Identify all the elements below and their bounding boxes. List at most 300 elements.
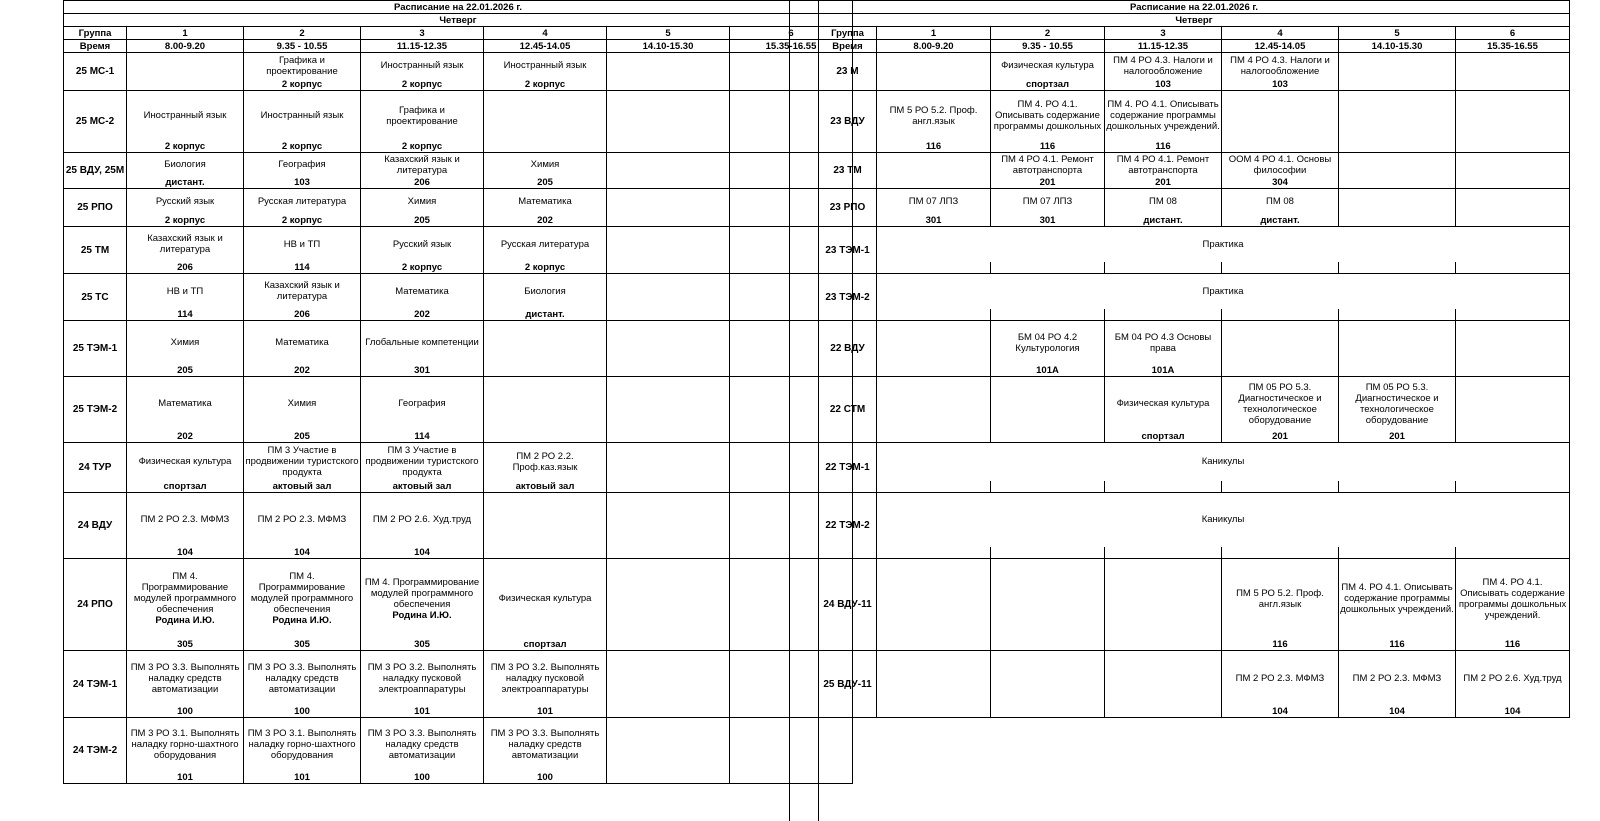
subject-name: ПМ 4. РО 4.1. Описывать содержание программы дошкольных учреждений. (1340, 582, 1454, 616)
subject-cell (877, 189, 991, 215)
subject-cell (484, 274, 607, 309)
subject-cell (244, 651, 361, 706)
pair-number: 4 (484, 27, 607, 40)
room-cell: 2 корпус (361, 79, 484, 91)
room-cell: 2 корпус (361, 141, 484, 153)
room-cell: 104 (1339, 706, 1456, 718)
empty-cell (484, 493, 607, 547)
room-cell (607, 547, 730, 559)
empty-room-cell (991, 481, 1105, 493)
subject-name: Русская литература (257, 196, 347, 208)
subject-cell (484, 153, 607, 177)
empty-cell (1456, 53, 1570, 79)
room-cell (1456, 431, 1570, 443)
group-name: 25 ТЭМ-1 (64, 321, 127, 377)
room-cell: 104 (1222, 706, 1339, 718)
subject-name: ПМ 5 РО 5.2. Проф. англ.язык (889, 104, 978, 127)
room-cell (607, 177, 730, 189)
empty-cell (991, 377, 1105, 431)
teacher-name: Родина И.Ю. (272, 615, 332, 627)
subject-cell (127, 651, 244, 706)
pair-time: 11.15-12.35 (1105, 40, 1222, 53)
group-name: 23 ТЭМ-2 (819, 274, 877, 321)
subject-name: ПМ 2 РО 2.3. МФМЗ (1352, 672, 1442, 684)
empty-room-cell (1456, 262, 1570, 274)
subject-name: Математика (518, 196, 572, 208)
group-name: 25 РПО (64, 189, 127, 227)
subject-name: ПМ 4 РО 4.1. Ремонт автотранспорта (1001, 153, 1094, 176)
time-header: Время (64, 40, 127, 53)
room-cell (877, 706, 991, 718)
empty-cell (1339, 321, 1456, 365)
subject-name: ПМ 3 Участие в продвижении туристского продукта (365, 445, 479, 479)
subject-name: ПМ 2 РО 2.6. Худ.труд (372, 514, 472, 526)
empty-room-cell (991, 309, 1105, 321)
room-cell: спортзал (127, 481, 244, 493)
room-cell: 301 (991, 215, 1105, 227)
empty-room-cell (877, 547, 991, 559)
subject-cell (244, 189, 361, 215)
day-of-week: Четверг (819, 14, 1570, 27)
room-cell (877, 79, 991, 91)
empty-room-cell (1456, 309, 1570, 321)
subject-cell (1105, 321, 1222, 365)
empty-cell (607, 153, 730, 177)
pair-time: 15.35-16.55 (730, 40, 853, 53)
subject-cell (127, 718, 244, 772)
subject-name: ПМ 08 (1149, 196, 1177, 208)
room-cell: 2 корпус (484, 79, 607, 91)
subject-name: География (398, 398, 446, 410)
subject-cell (244, 274, 361, 309)
pair-number: 2 (244, 27, 361, 40)
room-cell: 201 (991, 177, 1105, 189)
room-cell: 202 (244, 365, 361, 377)
subject-cell (1222, 189, 1339, 215)
empty-cell (607, 321, 730, 365)
room-cell: 100 (244, 706, 361, 718)
room-cell (1456, 79, 1570, 91)
room-cell: 2 корпус (244, 79, 361, 91)
time-header: Время (819, 40, 877, 53)
room-cell (877, 431, 991, 443)
empty-cell (1222, 321, 1339, 365)
subject-cell (484, 227, 607, 262)
room-cell (991, 431, 1105, 443)
empty-room-cell (1339, 547, 1456, 559)
empty-cell (1105, 651, 1222, 706)
subject-name: Русский язык (155, 196, 215, 208)
subject-cell (361, 443, 484, 481)
subject-cell (127, 91, 244, 141)
room-cell: 103 (244, 177, 361, 189)
empty-cell (1105, 559, 1222, 639)
subject-cell (244, 443, 361, 481)
empty-room-cell (1222, 262, 1339, 274)
day-of-week: Четверг (64, 14, 853, 27)
pair-time: 14.10-15.30 (607, 40, 730, 53)
pair-number: 3 (361, 27, 484, 40)
subject-cell (361, 227, 484, 262)
room-cell: 101А (991, 365, 1105, 377)
room-cell: 101А (1105, 365, 1222, 377)
subject-cell (127, 189, 244, 215)
subject-cell (244, 493, 361, 547)
empty-room-cell (1105, 481, 1222, 493)
subject-cell (1105, 189, 1222, 215)
room-cell (1456, 215, 1570, 227)
room-cell: 2 корпус (127, 141, 244, 153)
subject-cell (244, 153, 361, 177)
room-cell (607, 215, 730, 227)
room-cell: 206 (127, 262, 244, 274)
room-cell: 116 (1105, 141, 1222, 153)
room-cell: 101 (244, 772, 361, 784)
subject-cell (361, 274, 484, 309)
subject-name: Графика и проектирование (266, 54, 338, 77)
subject-name: Физическая культура (138, 456, 232, 468)
subject-cell (877, 91, 991, 141)
room-cell (877, 365, 991, 377)
pair-time: 8.00-9.20 (877, 40, 991, 53)
subject-name: ПМ 2 РО 2.2. Проф.каз.язык (512, 450, 578, 473)
room-cell: 2 корпус (484, 262, 607, 274)
room-cell: дистант. (127, 177, 244, 189)
room-cell: 101 (127, 772, 244, 784)
schedule-title: Расписание на 22.01.2026 г. (64, 1, 853, 14)
room-cell (607, 481, 730, 493)
subject-cell (361, 493, 484, 547)
empty-room-cell (1339, 309, 1456, 321)
group-name: 25 ТС (64, 274, 127, 321)
pair-time: 8.00-9.20 (127, 40, 244, 53)
empty-cell (1339, 91, 1456, 141)
merged-status-cell: Каникулы (877, 443, 1570, 481)
subject-cell (244, 91, 361, 141)
empty-room-cell (877, 309, 991, 321)
room-cell: 101 (361, 706, 484, 718)
empty-cell (607, 227, 730, 262)
subject-cell (1222, 153, 1339, 177)
pair-number: 6 (730, 27, 853, 40)
subject-name: ПМ 3 РО 3.2. Выполнять наладку пусковой электроаппаратуры (367, 661, 477, 695)
subject-name: ООМ 4 РО 4.1. Основы философии (1228, 153, 1332, 176)
room-cell: спортзал (1105, 431, 1222, 443)
room-cell: 201 (1339, 431, 1456, 443)
subject-name: ПМ 4. РО 4.1. Описывать содержание программы дошкольных учреждений. (1458, 576, 1567, 621)
room-cell (1339, 365, 1456, 377)
group-name: 23 ТМ (819, 153, 877, 189)
empty-cell (1456, 377, 1570, 431)
empty-cell (607, 91, 730, 141)
room-cell (991, 706, 1105, 718)
pair-number: 5 (1339, 27, 1456, 40)
subject-cell (361, 718, 484, 772)
empty-cell (607, 189, 730, 215)
group-name: 24 РПО (64, 559, 127, 651)
subject-cell (1222, 53, 1339, 79)
room-cell: 301 (877, 215, 991, 227)
pair-number: 3 (1105, 27, 1222, 40)
empty-room-cell (877, 481, 991, 493)
pair-time: 9.35 - 10.55 (244, 40, 361, 53)
schedule-title: Расписание на 22.01.2026 г. (819, 1, 1570, 14)
empty-cell (484, 377, 607, 431)
subject-name: ПМ 05 РО 5.3. Диагностическое и технологическое оборудование (1355, 381, 1439, 426)
room-cell: 101 (484, 706, 607, 718)
empty-room-cell (1339, 481, 1456, 493)
room-cell: 305 (244, 639, 361, 651)
room-cell: 201 (1105, 177, 1222, 189)
room-cell: 114 (127, 309, 244, 321)
subject-name: ПМ 4. Программирование модулей программного обеспечения (364, 576, 480, 610)
schedule-table-right (818, 0, 1570, 718)
room-cell: актовый зал (244, 481, 361, 493)
room-cell (1456, 141, 1570, 153)
subject-cell (991, 153, 1105, 177)
room-cell: 205 (484, 177, 607, 189)
subject-name: ПМ 3 РО 3.1. Выполнять наладку горно-шахтного оборудования (247, 728, 357, 762)
room-cell (607, 365, 730, 377)
subject-cell (127, 274, 244, 309)
subject-cell (244, 377, 361, 431)
merged-status-cell: Практика (877, 227, 1570, 262)
subject-cell (484, 189, 607, 215)
subject-cell (127, 493, 244, 547)
empty-room-cell (991, 262, 1105, 274)
group-name: 25 ТМ (64, 227, 127, 274)
room-cell: 206 (244, 309, 361, 321)
subject-cell (1339, 559, 1456, 639)
subject-cell (127, 321, 244, 365)
room-cell: актовый зал (484, 481, 607, 493)
group-name: 25 ВДУ, 25М (64, 153, 127, 189)
subject-name: ПМ 4 РО 4.3. Налоги и налогообложение (1230, 54, 1330, 77)
pair-number: 1 (127, 27, 244, 40)
subject-cell (244, 321, 361, 365)
empty-cell (1222, 91, 1339, 141)
merged-status-cell: Каникулы (877, 493, 1570, 547)
subject-cell (1456, 559, 1570, 639)
subject-name: Химия (530, 159, 560, 171)
subject-name: Иностранный язык (380, 60, 464, 72)
subject-name: Казахский язык и литература (264, 280, 340, 303)
merged-status-cell: Практика (877, 274, 1570, 309)
subject-cell (1339, 377, 1456, 431)
group-name: 24 ВДУ (64, 493, 127, 559)
group-name: 23 М (819, 53, 877, 91)
subject-name: БМ 04 РО 4.3 Основы права (1114, 331, 1212, 354)
room-cell (991, 639, 1105, 651)
room-cell: 104 (361, 547, 484, 559)
room-cell (877, 639, 991, 651)
subject-cell (1105, 377, 1222, 431)
subject-name: ПМ 4. Программирование модулей программного обеспечения (133, 571, 237, 616)
room-cell: 202 (127, 431, 244, 443)
subject-name: ПМ 3 РО 3.3. Выполнять наладку средств автоматизации (247, 661, 357, 695)
room-cell: 116 (1456, 639, 1570, 651)
pair-number: 2 (991, 27, 1105, 40)
room-cell: 304 (1222, 177, 1339, 189)
empty-cell (1339, 153, 1456, 177)
room-cell (1456, 177, 1570, 189)
room-cell: 103 (1105, 79, 1222, 91)
group-name: 23 РПО (819, 189, 877, 227)
empty-cell (127, 53, 244, 79)
subject-cell (484, 443, 607, 481)
group-name: 24 ТЭМ-1 (64, 651, 127, 718)
room-cell: 2 корпус (244, 141, 361, 153)
subject-cell (1222, 377, 1339, 431)
group-name: 25 МС-2 (64, 91, 127, 153)
room-cell: 202 (361, 309, 484, 321)
pair-number: 4 (1222, 27, 1339, 40)
group-name: 23 ВДУ (819, 91, 877, 153)
empty-cell (607, 443, 730, 481)
subject-name: Казахский язык и литература (147, 233, 223, 256)
subject-name: ПМ 3 РО 3.3. Выполнять наладку средств автоматизации (490, 728, 600, 762)
subject-cell (361, 559, 484, 639)
empty-room-cell (1105, 262, 1222, 274)
subject-cell (484, 53, 607, 79)
room-cell: 103 (1222, 79, 1339, 91)
group-name: 22 ТЭМ-1 (819, 443, 877, 493)
room-cell: 205 (244, 431, 361, 443)
subject-cell (361, 321, 484, 365)
subject-cell (127, 227, 244, 262)
subject-cell (1222, 559, 1339, 639)
pair-time: 12.45-14.05 (1222, 40, 1339, 53)
room-cell: 104 (244, 547, 361, 559)
schedule-table-left (63, 0, 853, 784)
subject-name: Иностранный язык (503, 60, 587, 72)
empty-cell (484, 321, 607, 365)
room-cell: актовый зал (361, 481, 484, 493)
group-header: Группа (64, 27, 127, 40)
empty-cell (607, 53, 730, 79)
room-cell: 114 (244, 262, 361, 274)
empty-room-cell (877, 262, 991, 274)
empty-cell (877, 651, 991, 706)
subject-cell (127, 377, 244, 431)
subject-cell (1105, 91, 1222, 141)
subject-cell (127, 153, 244, 177)
room-cell (607, 262, 730, 274)
room-cell (484, 431, 607, 443)
room-cell (607, 706, 730, 718)
room-cell: 114 (361, 431, 484, 443)
subject-cell (991, 189, 1105, 215)
subject-name: Математика (395, 285, 449, 297)
subject-name: Русский язык (392, 238, 452, 250)
teacher-name: Родина И.Ю. (155, 615, 215, 627)
empty-room-cell (1105, 547, 1222, 559)
empty-cell (877, 153, 991, 177)
room-cell: 116 (877, 141, 991, 153)
subject-cell (361, 91, 484, 141)
subject-cell (361, 53, 484, 79)
subject-name: ПМ 4. Программирование модулей программного обеспечения (250, 571, 354, 616)
room-cell (607, 639, 730, 651)
room-cell: 104 (127, 547, 244, 559)
room-cell: 301 (361, 365, 484, 377)
room-cell (484, 141, 607, 153)
room-cell (484, 365, 607, 377)
room-cell (1222, 141, 1339, 153)
room-cell (730, 772, 853, 784)
empty-room-cell (1339, 262, 1456, 274)
subject-name: ПМ 3 РО 3.2. Выполнять наладку пусковой электроаппаратуры (490, 661, 600, 695)
subject-name: ПМ 4 РО 4.3. Налоги и налогообложение (1113, 54, 1213, 77)
subject-cell (361, 153, 484, 177)
subject-cell (1105, 53, 1222, 79)
room-cell: 205 (361, 215, 484, 227)
room-cell (1222, 365, 1339, 377)
room-cell: 202 (484, 215, 607, 227)
subject-cell (127, 443, 244, 481)
room-cell: 116 (1339, 639, 1456, 651)
empty-cell (877, 321, 991, 365)
subject-name: ПМ 07 ЛПЗ (908, 196, 959, 208)
group-name: 22 ТЭМ-2 (819, 493, 877, 559)
subject-name: Казахский язык и литература (384, 153, 460, 176)
room-cell (127, 79, 244, 91)
room-cell: 205 (127, 365, 244, 377)
subject-name: НВ и ТП (283, 238, 321, 250)
room-cell: 206 (361, 177, 484, 189)
room-cell: дистант. (484, 309, 607, 321)
group-name: 23 ТЭМ-1 (819, 227, 877, 274)
room-cell: 116 (991, 141, 1105, 153)
room-cell: 104 (1456, 706, 1570, 718)
room-cell (1339, 79, 1456, 91)
subject-name: Химия (170, 337, 200, 349)
group-name: 25 ВДУ-11 (819, 651, 877, 718)
teacher-name: Родина И.Ю. (392, 609, 452, 621)
room-cell (1456, 365, 1570, 377)
room-cell: 100 (127, 706, 244, 718)
empty-cell (1339, 53, 1456, 79)
subject-cell (244, 718, 361, 772)
subject-cell (484, 651, 607, 706)
subject-name: Математика (275, 337, 329, 349)
group-name: 24 ТЭМ-2 (64, 718, 127, 784)
empty-room-cell (1222, 547, 1339, 559)
room-cell (1339, 177, 1456, 189)
empty-cell (607, 651, 730, 706)
empty-room-cell (991, 547, 1105, 559)
room-cell (1105, 639, 1222, 651)
room-cell (607, 141, 730, 153)
subject-name: ПМ 07 ЛПЗ (1022, 196, 1073, 208)
subject-cell (991, 321, 1105, 365)
group-name: 25 ТЭМ-2 (64, 377, 127, 443)
subject-name: Иностранный язык (143, 110, 227, 122)
pair-number: 5 (607, 27, 730, 40)
subject-name: ПМ 3 РО 3.1. Выполнять наладку горно-шахтного оборудования (130, 728, 240, 762)
room-cell (607, 79, 730, 91)
room-cell (877, 177, 991, 189)
room-cell: 2 корпус (361, 262, 484, 274)
empty-cell (877, 53, 991, 79)
room-cell (607, 431, 730, 443)
subject-name: Физическая культура (1001, 60, 1094, 72)
subject-name: Иностранный язык (260, 110, 344, 122)
empty-cell (607, 718, 730, 772)
subject-cell (484, 559, 607, 639)
subject-cell (127, 559, 244, 639)
subject-name: Математика (158, 398, 212, 410)
